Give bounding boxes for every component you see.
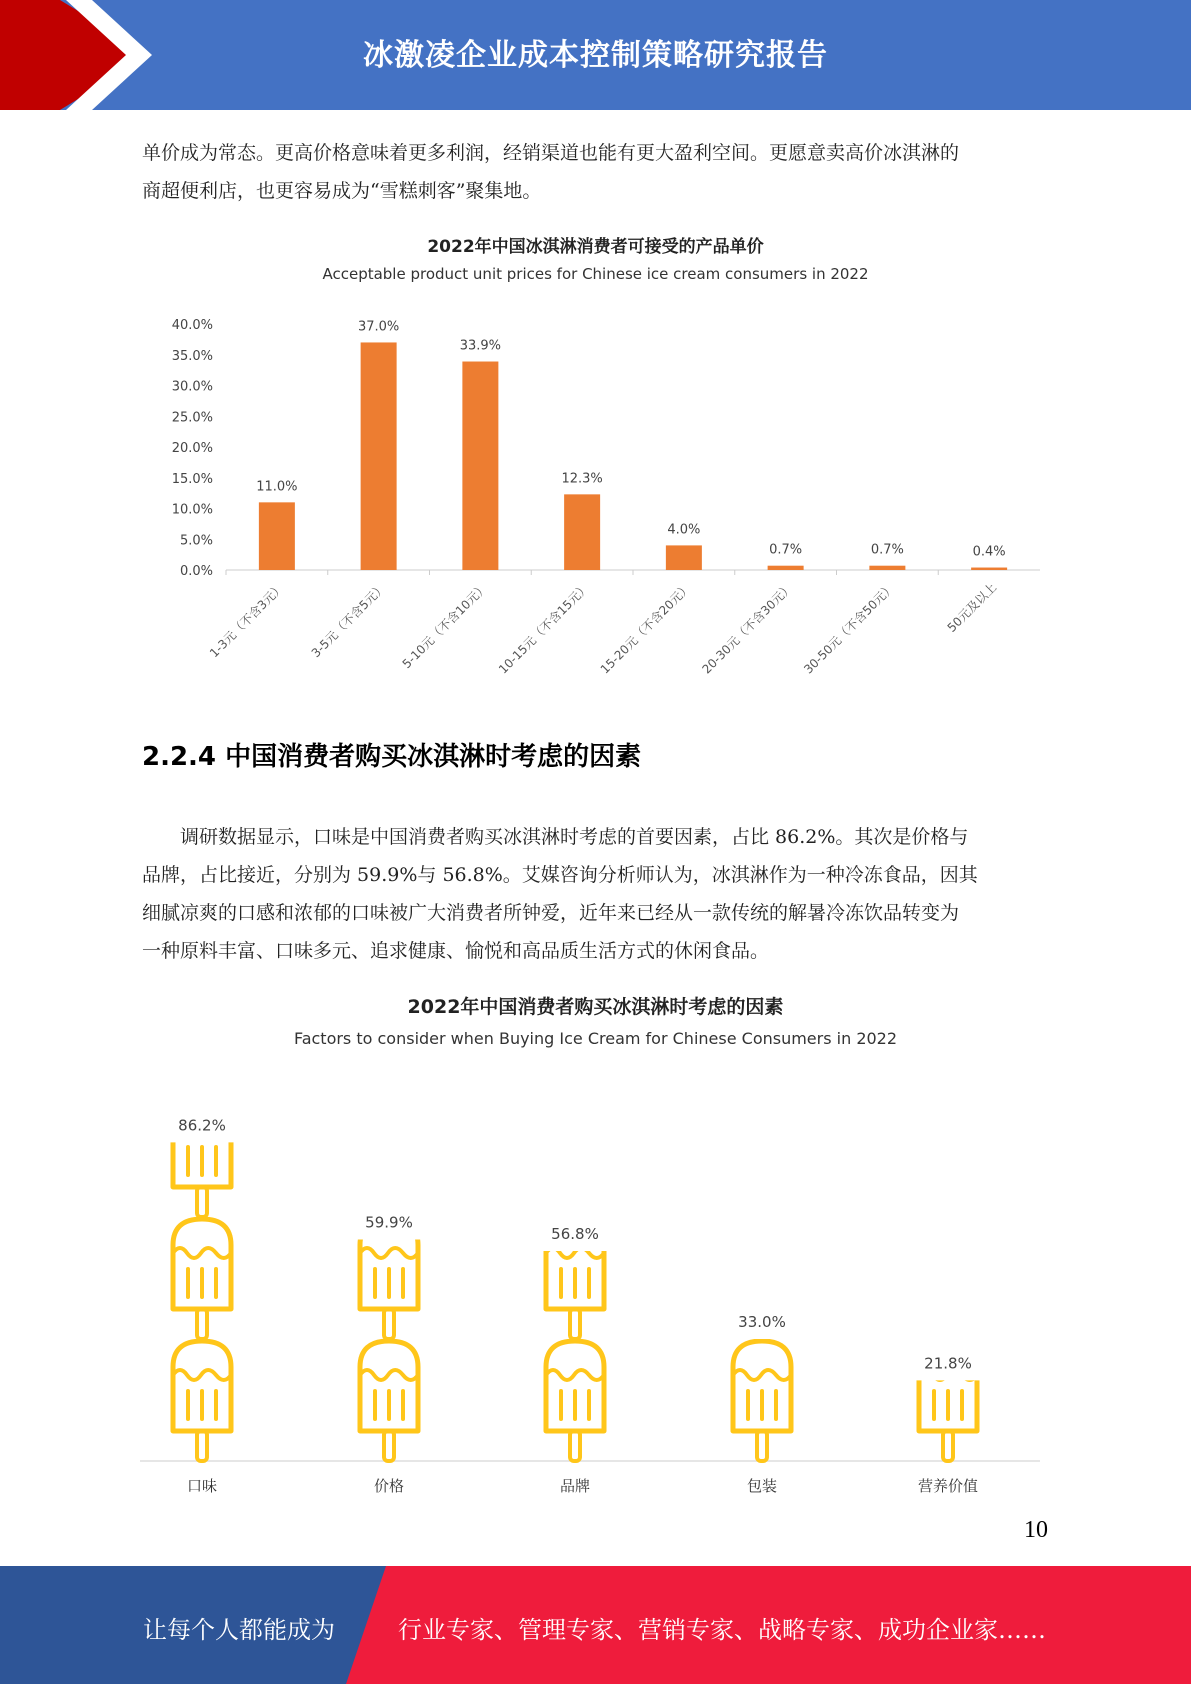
y-tick-label: 20.0% xyxy=(171,441,213,456)
y-tick-label: 30.0% xyxy=(171,379,213,395)
data-label: 12.3% xyxy=(561,471,603,487)
page-header xyxy=(0,0,1191,110)
chart1-title: 2022年中国冰淇淋消费者可接受的产品单价 xyxy=(427,237,764,257)
ice-cream-bar-icon xyxy=(733,1341,791,1461)
popsicle-stick xyxy=(570,1431,580,1461)
data-label: 56.8% xyxy=(551,1225,599,1244)
y-tick-label: 35.0% xyxy=(171,348,213,364)
data-label: 11.0% xyxy=(256,479,298,495)
popsicle-wave xyxy=(546,1370,604,1380)
popsicle-stick xyxy=(384,1431,394,1461)
y-tick-label: 5.0% xyxy=(179,533,213,549)
report-title: 冰激凌企业成本控制策略研究报告 xyxy=(363,38,828,73)
data-label: 86.2% xyxy=(178,1116,226,1135)
data-label: 33.9% xyxy=(459,338,502,354)
popsicle-stick xyxy=(384,1309,394,1339)
data-label: 37.0% xyxy=(357,319,400,335)
data-label: 4.0% xyxy=(667,522,701,538)
data-label: 0.4% xyxy=(972,544,1006,560)
popsicle-stick xyxy=(570,1309,580,1339)
x-category-label: 营养价值 xyxy=(917,1477,979,1495)
bar xyxy=(666,545,702,570)
bar xyxy=(971,568,1007,570)
x-category-label: 20-30元（不含30元） xyxy=(699,580,796,677)
data-label: 33.0% xyxy=(738,1313,786,1331)
x-category-label: 1-3元（不含3元） xyxy=(206,580,287,661)
intro-line: 商超便利店，也更容易成为“雪糕刺客”聚集地。 xyxy=(142,180,542,202)
data-label: 0.7% xyxy=(870,542,904,558)
chart1-subtitle: Acceptable product unit prices for Chinese ice cream consumers in 2022 xyxy=(322,265,869,283)
y-tick-label: 40.0% xyxy=(171,318,213,333)
popsicle-stick xyxy=(197,1187,207,1217)
x-category-label: 品牌 xyxy=(559,1477,591,1495)
bar xyxy=(361,342,397,570)
bar xyxy=(869,566,905,570)
bar xyxy=(768,566,804,570)
data-label: 59.9% xyxy=(365,1213,413,1232)
footer-slogan-right: 行业专家、管理专家、营销专家、战略专家、成功企业家…… xyxy=(398,1616,1046,1644)
data-label: 21.8% xyxy=(924,1354,972,1373)
x-category-label: 包装 xyxy=(746,1477,778,1495)
x-category-label: 价格 xyxy=(373,1477,405,1495)
ice-cream-bar-icon xyxy=(173,1097,231,1461)
bar xyxy=(564,494,600,570)
popsicle-wave xyxy=(173,1248,231,1258)
popsicle-stick xyxy=(197,1309,207,1339)
bar xyxy=(259,502,295,570)
ice-cream-bar-icon xyxy=(546,1219,604,1461)
intro-line: 单价成为常态。更高价格意味着更多利润，经销渠道也能有更大盈利空间。更愿意卖高价冰淇淋的 xyxy=(142,142,960,164)
paragraph-line: 一种原料丰富、口味多元、追求健康、愉悦和高品质生活方式的休闲食品。 xyxy=(142,940,770,962)
page-footer xyxy=(0,1566,1191,1684)
bar xyxy=(462,362,498,570)
x-category-label: 50元及以上 xyxy=(944,580,1000,635)
y-tick-label: 15.0% xyxy=(171,471,213,487)
y-tick-label: 25.0% xyxy=(171,410,213,426)
price-bar-chart xyxy=(0,300,1191,720)
x-category-label: 5-10元（不含10元） xyxy=(399,580,491,672)
popsicle-wave xyxy=(546,1248,604,1258)
intro-paragraph xyxy=(142,134,1052,210)
paragraph-line: 细腻凉爽的口感和浓郁的口味被广大消费者所钟爱，近年来已经从一款传统的解暑冷冻饮品转变为 xyxy=(142,902,960,924)
popsicle-wave xyxy=(173,1370,231,1380)
page-number: 10 xyxy=(1024,1517,1048,1543)
popsicle-stick xyxy=(757,1431,767,1461)
y-tick-label: 0.0% xyxy=(179,564,213,579)
paragraph-line: 调研数据显示，口味是中国消费者购买冰淇淋时考虑的首要因素，占比 86.2%。其次是价格与 xyxy=(180,826,969,848)
x-category-label: 30-50元（不含50元） xyxy=(801,580,898,677)
footer-slogan-left: 让每个人都能成为 xyxy=(143,1616,335,1644)
popsicle-wave xyxy=(360,1248,418,1258)
popsicle-stick xyxy=(197,1431,207,1461)
x-category-label: 10-15元（不含15元） xyxy=(495,580,593,677)
chart2-title: 2022年中国消费者购买冰淇淋时考虑的因素 xyxy=(407,996,784,1018)
popsicle-wave xyxy=(360,1370,418,1380)
popsicle-wave xyxy=(733,1370,791,1380)
x-category-label: 3-5元（不含5元） xyxy=(308,580,389,661)
paragraph-line: 品牌，占比接近，分别为 59.9%与 56.8%。艾媒咨询分析师认为，冰淇淋作为一种冷冻食品，因其 xyxy=(142,864,978,886)
section-paragraph xyxy=(142,818,1052,970)
x-category-label: 15-20元（不含20元） xyxy=(597,580,694,677)
y-tick-label: 10.0% xyxy=(171,502,213,518)
popsicle-stick xyxy=(943,1431,953,1461)
section-heading: 2.2.4 中国消费者购买冰淇淋时考虑的因素 xyxy=(142,742,642,772)
chart2-subtitle: Factors to consider when Buying Ice Cream for Chinese Consumers in 2022 xyxy=(293,1029,898,1048)
data-label: 0.7% xyxy=(769,542,803,558)
factors-pictograph-chart xyxy=(0,1070,1191,1510)
ice-cream-bar-icon xyxy=(360,1219,418,1461)
x-category-label: 口味 xyxy=(186,1477,218,1495)
